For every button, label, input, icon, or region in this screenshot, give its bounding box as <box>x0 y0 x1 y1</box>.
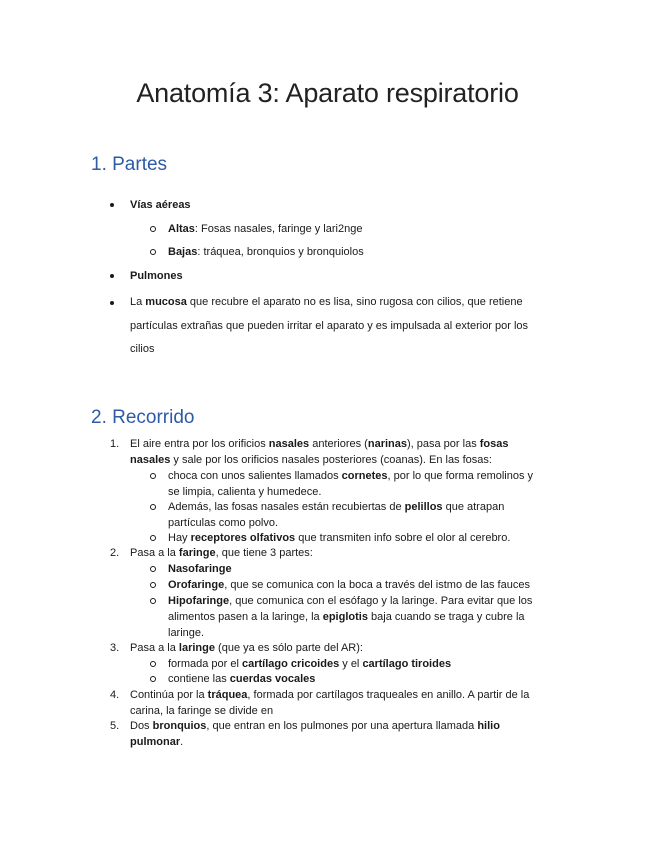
list-subitem: Además, las fosas nasales están recubiertas de pelillos que atrapan partículas como polvo. <box>168 499 504 531</box>
circle-bullet-icon <box>150 566 156 572</box>
circle-bullet-icon <box>150 249 156 255</box>
circle-bullet-icon <box>150 661 156 667</box>
list-item-2: 2. Pasa a la faringe, que tiene 3 partes: <box>110 547 313 559</box>
circle-bullet-icon <box>150 473 156 479</box>
bullet-mucosa: La mucosa que recubre el aparato no es lisa, sino rugosa con cilios, que retiene partículas extrañas que pueden irritar el aparato y es impulsada al exterior por los cilios <box>130 291 528 362</box>
list-subitem: Orofaringe, que se comunica con la boca a través del istmo de las fauces <box>168 577 530 593</box>
list-subitem: Hay receptores olfativos que transmiten info sobre el olor al cerebro. <box>168 530 510 546</box>
list-subitem: Nasofaringe <box>168 561 232 577</box>
subbullet-bajas: Bajas: tráquea, bronquios y bronquiolos <box>168 244 364 260</box>
circle-bullet-icon <box>150 676 156 682</box>
list-item-5: 5. Dos bronquios, que entran en los pulmones por una apertura llamada hilio pulmonar. <box>110 720 500 748</box>
circle-bullet-icon <box>150 504 156 510</box>
list-item-1: 1. El aire entra por los orificios nasales anteriores (narinas), pasa por las fosas nasales y sale por los orificios nasales posteriores (coanas). En las fosas: <box>110 438 509 466</box>
subbullet-altas: Altas: Fosas nasales, faringe y lari2nge <box>168 221 362 237</box>
circle-bullet-icon <box>150 226 156 232</box>
heading-partes: 1. Partes <box>91 154 168 175</box>
bullet-vias-aereas: Vías aéreas <box>130 197 191 213</box>
bullet-dot-icon <box>110 203 114 207</box>
bullet-dot-icon <box>110 301 114 305</box>
list-subitem: contiene las cuerdas vocales <box>168 671 315 687</box>
bullet-pulmones: Pulmones <box>130 268 183 284</box>
list-item-3: 3. Pasa a la laringe (que ya es sólo parte del AR): <box>110 642 363 654</box>
heading-recorrido: 2. Recorrido <box>91 407 195 428</box>
bullet-dot-icon <box>110 274 114 278</box>
circle-bullet-icon <box>150 535 156 541</box>
circle-bullet-icon <box>150 582 156 588</box>
page-title: Anatomía 3: Aparato respiratorio <box>136 78 519 108</box>
list-subitem: choca con unos salientes llamados cornetes, por lo que forma remolinos y se limpia, calienta y humedece. <box>168 468 533 500</box>
list-item-4: 4. Continúa por la tráquea, formada por cartílagos traqueales en anillo. A partir de la carina, la faringe se divide en <box>110 689 530 717</box>
circle-bullet-icon <box>150 598 156 604</box>
list-subitem: formada por el cartílago cricoides y el cartílago tiroides <box>168 656 451 672</box>
list-subitem: Hipofaringe, que comunica con el esófago y la laringe. Para evitar que los alimentos pasen a la laringe, la epiglotis baja cuando se traga y cubre la laringe. <box>168 593 532 641</box>
